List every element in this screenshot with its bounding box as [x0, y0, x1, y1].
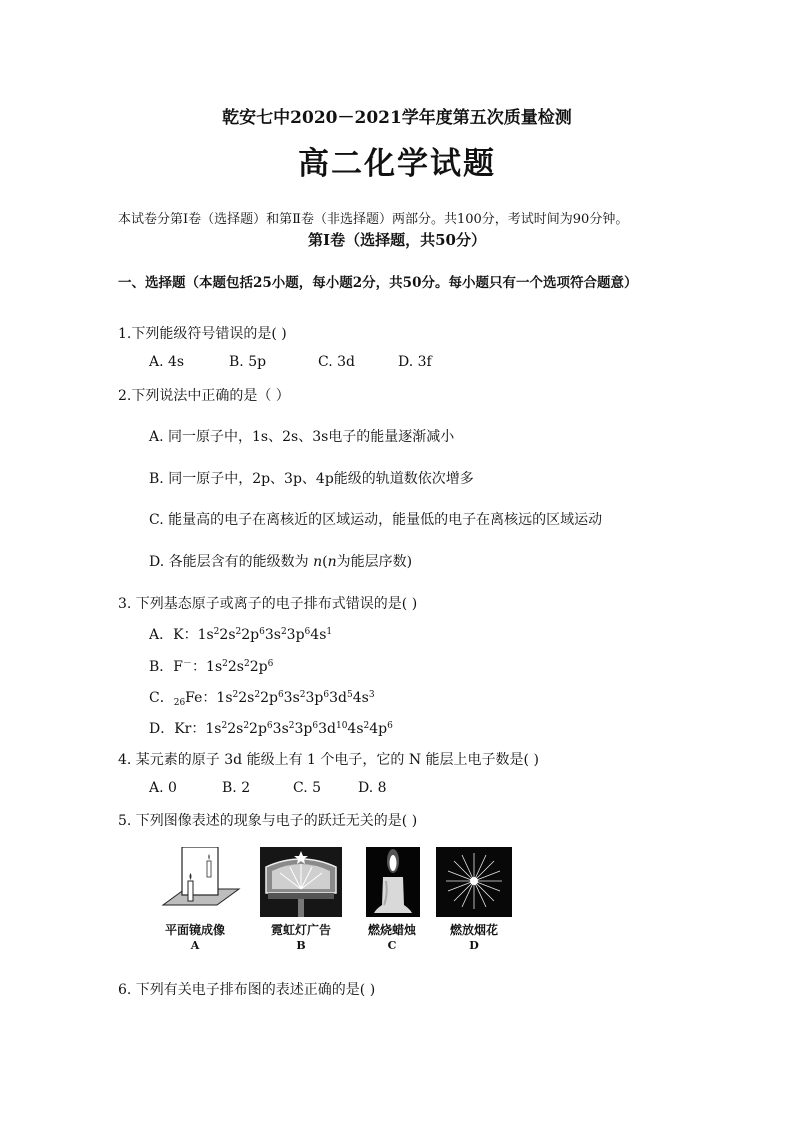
school-exam-line: 乾安七中2020－2021学年度第五次质量检测 [222, 108, 572, 128]
electron-count: 2 [221, 721, 228, 731]
q2-d-var-n: n [313, 554, 323, 570]
q3-option-c [149, 687, 375, 708]
q6-stem: 6. 下列有关电子排布图的表述正确的是( ) [118, 982, 376, 998]
image-c-caption: 燃烧蜡烛 [367, 923, 416, 937]
q4-option-d: D. 8 [358, 780, 387, 796]
q3-d-label: D．Kr： [149, 721, 206, 737]
q3-option-a [149, 624, 332, 644]
electron-count: 6 [304, 627, 311, 637]
orbital-term: 4s [352, 690, 369, 706]
part-title: 第Ⅰ卷（选择题，共50分） [308, 231, 486, 249]
image-c-letter: C [387, 939, 397, 952]
orbital-term: 2s [227, 659, 244, 675]
orbital-term: 2s [219, 627, 236, 643]
image-a-caption: 平面镜成像 [164, 923, 225, 937]
burning-candle-image [366, 847, 420, 917]
q3-c-label: C． [149, 690, 174, 706]
q4-stem: 4. 某元素的原子 3d 能级上有 1 个电子，它的 N 能层上电子数是( ) [118, 752, 539, 768]
q2-d-var-n2: n [327, 554, 337, 570]
q2-d-prefix: D. 各能层含有的能级数为 [149, 554, 314, 570]
image-d-letter: D [469, 939, 479, 952]
electron-count: 10 [335, 721, 348, 731]
q3-b-label: B．F [149, 659, 184, 675]
orbital-term: 4s [347, 721, 364, 737]
q1-option-c: C. 3d [318, 354, 355, 370]
electron-count: 2 [280, 627, 287, 637]
orbital-term: 2s [238, 690, 255, 706]
orbital-term: 1s [216, 690, 233, 706]
q2-stem: 2.下列说法中正确的是（ ） [118, 388, 290, 404]
orbital-term: 2p [260, 690, 278, 706]
electron-count: 5 [346, 690, 353, 700]
electron-count: 2 [222, 659, 228, 669]
orbital-term: 3p [305, 690, 324, 706]
q2-option-a: A. 同一原子中，1s、2s、3s电子的能量逐渐减小 [149, 429, 455, 445]
q3-c-element: Fe： [185, 690, 217, 706]
exam-title: 高二化学试题 [298, 146, 496, 182]
electron-count: 6 [266, 721, 273, 731]
electron-count: 3 [368, 690, 375, 700]
electron-count: 6 [259, 627, 265, 637]
electron-count: 6 [277, 690, 284, 700]
electron-count: 2 [232, 690, 239, 700]
q3-c-config [216, 690, 374, 706]
electron-count: 2 [243, 721, 250, 731]
orbital-term: 3d [318, 721, 336, 737]
electron-count: 2 [363, 721, 370, 731]
orbital-term: 3p [286, 627, 305, 643]
q1-option-a: A. 4s [149, 354, 185, 370]
orbital-term: 1s [205, 721, 222, 737]
electron-count: 6 [267, 659, 274, 669]
electron-count: 2 [243, 659, 250, 669]
fireworks-image [436, 847, 512, 917]
electron-count: 6 [323, 690, 330, 700]
orbital-term: 2s [227, 721, 244, 737]
electron-count: 2 [254, 690, 261, 700]
q3-b-charge: － [183, 659, 193, 669]
orbital-term: 4s [310, 627, 327, 643]
q3-b-colon: ： [192, 659, 207, 675]
q5-stem: 5. 下列图像表述的现象与电子的跃迁无关的是( ) [118, 813, 418, 829]
electron-count: 2 [213, 627, 220, 637]
orbital-term: 1s [206, 659, 223, 675]
orbital-term: 3s [283, 690, 300, 706]
image-b-caption: 霓虹灯广告 [270, 923, 331, 937]
q4-option-b: B. 2 [222, 780, 251, 796]
q1-option-d: D. 3f [398, 354, 432, 370]
orbital-term: 3s [264, 627, 281, 643]
q3-option-b [149, 656, 273, 676]
q1-stem: 1.下列能级符号错误的是( ) [118, 326, 287, 342]
electron-count: 6 [387, 721, 393, 731]
image-a-letter: A [190, 939, 200, 952]
orbital-term: 3p [294, 721, 313, 737]
electron-count: 6 [312, 721, 319, 731]
orbital-term: 4p [369, 721, 388, 737]
exam-intro: 本试卷分第Ⅰ卷（选择题）和第Ⅱ卷（非选择题）两部分。共100分，考试时间为90分钟。 [118, 212, 629, 227]
electron-count: 1 [326, 627, 333, 637]
q2-option-d [149, 551, 412, 571]
q2-option-b: B. 同一原子中，2p、3p、4p能级的轨道数依次增多 [149, 471, 474, 487]
q3-b-config [206, 659, 273, 675]
q1-option-b: B. 5p [229, 354, 267, 370]
orbital-term: 2p [249, 721, 267, 737]
q2-option-c: C. 能量高的电子在离核近的区域运动，能量低的电子在离核远的区域运动 [149, 512, 603, 528]
q3-option-d [149, 718, 393, 738]
orbital-term: 3s [272, 721, 289, 737]
q3-a-label: A．K： [149, 627, 198, 643]
image-b-letter: B [296, 939, 306, 952]
electron-count: 2 [288, 721, 295, 731]
section-title: 一、选择题（本题包括25小题，每小题2分，共50分。每小题只有一个选项符合题意） [118, 275, 638, 291]
q4-option-a: A. 0 [149, 780, 177, 796]
q3-stem: 3. 下列基态原子或离子的电子排布式错误的是( ) [118, 596, 418, 612]
electron-count: 2 [299, 690, 306, 700]
q3-d-config [205, 721, 392, 737]
q4-option-c: C. 5 [293, 780, 322, 796]
q2-d-paren: ( [322, 554, 328, 570]
q2-d-suffix: 为能层序数) [336, 554, 413, 570]
orbital-term: 2p [241, 627, 260, 643]
orbital-term: 3d [329, 690, 347, 706]
orbital-term: 2p [249, 659, 268, 675]
q3-a-config [198, 627, 333, 643]
plane-mirror-image [155, 847, 245, 917]
image-d-caption: 燃放烟花 [449, 923, 498, 937]
q3-c-atomic-number: 26 [173, 698, 186, 708]
orbital-term: 1s [197, 627, 214, 643]
electron-count: 2 [235, 627, 242, 637]
neon-sign-image [260, 847, 342, 917]
